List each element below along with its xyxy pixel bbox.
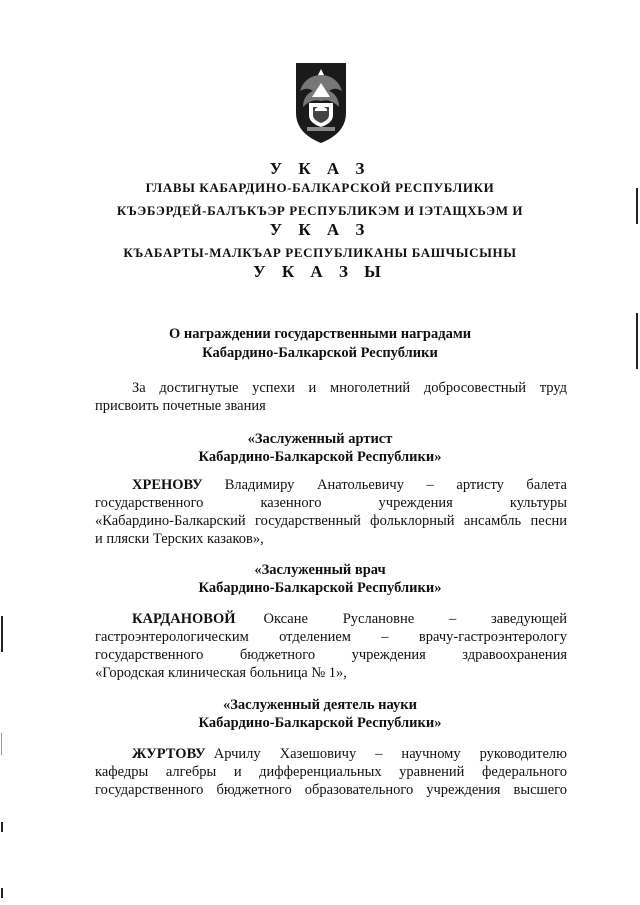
award-title-artist-republic: Кабардино-Балкарской Республики» (198, 449, 442, 465)
issuer-kabardian: КЪЭБЭРДЕЙ-БАЛЪКЪЭР РЕСПУБЛИКЭМ И ІЭТАЩХЬЭМ И (116, 203, 524, 218)
award-title-scientist: «Заслуженный деятель науки (223, 697, 417, 713)
scan-margin-mark-left-4 (1, 888, 3, 898)
award-title-scientist-republic: Кабардино-Балкарской Республики» (198, 715, 442, 731)
document-title-line-2: Кабардино-Балкарской Республики (202, 345, 438, 361)
intro-line-1: За достигнутые успехи и многолетний добросовестный труд (132, 380, 567, 396)
decree-heading-balkar: У К А З Ы (253, 262, 387, 281)
awardee-2-line-4: «Городская клиническая больница № 1», (95, 665, 347, 681)
awardee-3-line-1 (132, 745, 567, 763)
awardee-2-line-1 (132, 610, 567, 628)
award-title-doctor: «Заслуженный врач (254, 562, 386, 578)
awardee-1-line-4: и пляски Терских казаков», (95, 531, 264, 547)
document-title-line-1: О награждении государственными наградами (168, 326, 472, 342)
scan-margin-mark-right-2 (636, 313, 638, 369)
awardee-2-line-2: гастроэнтерологическим отделением – врачу-гастроэнтерологу (95, 629, 567, 645)
awardee-2-line-3: государственного бюджетного учреждения здравоохранения (95, 647, 567, 663)
award-title-doctor-republic: Кабардино-Балкарской Республики» (198, 580, 442, 596)
issuer-balkar: КЪАБАРТЫ-МАЛКЪАР РЕСПУБЛИКАНЫ БАШЧЫСЫНЫ (123, 245, 517, 260)
awardee-1-line-2: государственного казенного учреждения культуры (95, 495, 567, 511)
scan-margin-mark-right-1 (636, 188, 638, 224)
scan-margin-mark-left-1 (1, 616, 3, 652)
awardee-3-line-3: государственного бюджетного образовательного учреждения высшего (95, 782, 567, 798)
awardee-1-surname: ХРЕНОВУ (132, 477, 203, 493)
scan-margin-mark-left-2 (1, 733, 2, 755)
decree-heading-kabardian: У К А З (269, 220, 371, 239)
awardee-3-line-2: кафедры алгебры и дифференциальных уравнений федерального (95, 764, 567, 780)
intro-line-2: присвоить почетные звания (95, 398, 266, 414)
awardee-1-line-3: «Кабардино-Балкарский государственный фольклорный ансамбль песни (95, 513, 567, 529)
awardee-1-name-position: Владимиру Анатольевичу – артисту балета (224, 477, 567, 493)
awardee-3-name-position: Арчилу Хазешовичу – научному руководителю (213, 746, 567, 762)
awardee-1-line-1 (132, 476, 567, 494)
award-title-artist: «Заслуженный артист (247, 431, 393, 447)
decree-heading-ru: У К А З (269, 159, 371, 178)
issuer-ru: ГЛАВЫ КАБАРДИНО-БАЛКАРСКОЙ РЕСПУБЛИКИ (145, 180, 495, 195)
awardee-3-surname: ЖУРТОВУ (132, 746, 206, 762)
awardee-2-surname: КАРДАНОВОЙ (132, 611, 236, 627)
coat-of-arms-icon (291, 61, 351, 145)
awardee-2-name-position: Оксане Руслановне – заведующей (263, 611, 567, 627)
scan-margin-mark-left-3 (1, 822, 3, 832)
